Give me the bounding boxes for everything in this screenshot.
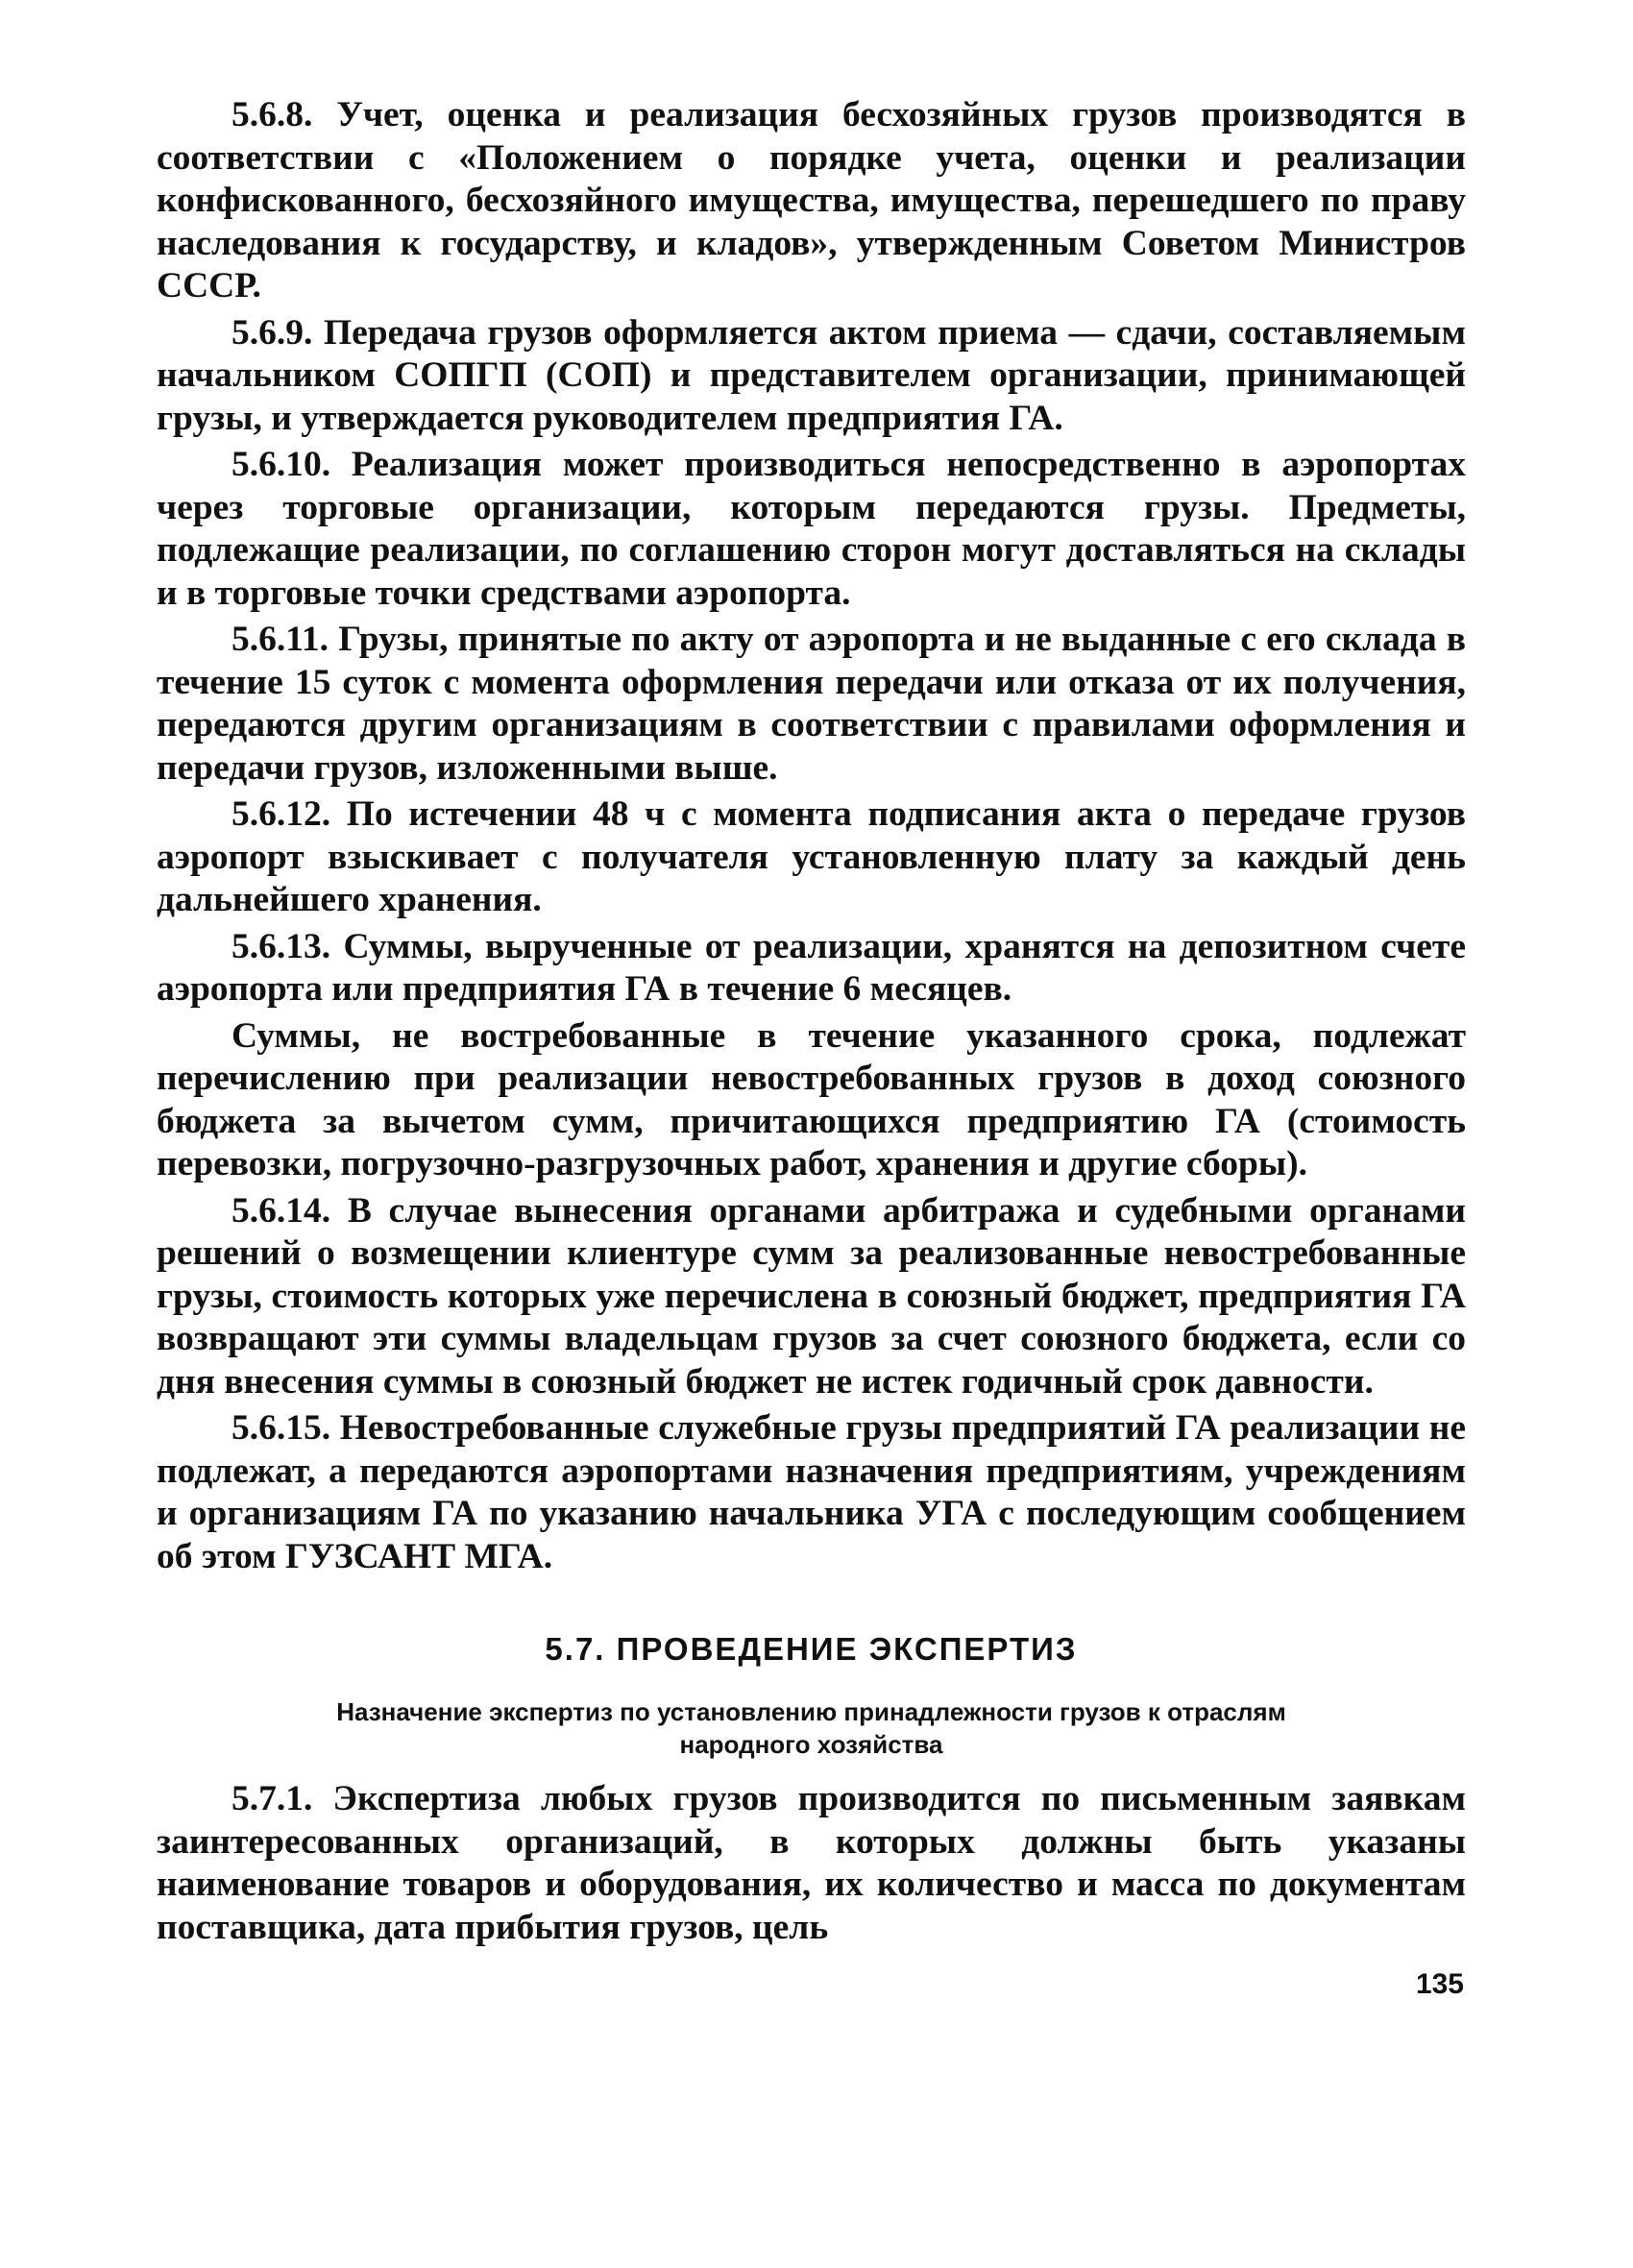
paragraph-5-6-10: 5.6.10. Реализация может производиться непосредственно в аэропортах через торговые организации, которым передаются грузы. Предметы, подлежащие реализации, по соглашению сторон могут доставляться на склады и в торговые точки средствами аэропорта. <box>157 445 1466 613</box>
section-heading: 5.7. ПРОВЕДЕНИЕ ЭКСПЕРТИЗ <box>545 1631 1078 1667</box>
paragraph-5-6-14: 5.6.14. В случае вынесения органами арбитража и судебными органами решений о возмещении клиентуре сумм за реализованные невостребованные грузы, стоимость которых уже перечислена в союзный бюджет, предприятия ГА возвращают эти суммы владельцам грузов за счет союзного бюджета, если со дня внесения суммы в союзный бюджет не истек годичный срок давности. <box>157 1190 1466 1402</box>
paragraph-5-6-11: 5.6.11. Грузы, принятые по акту от аэропорта и не выданные с его склада в течение 15 суток с момента оформления передачи или отказа от их получения, передаются другим организациям в соответствии с правилами оформления и передачи грузов, изложенными выше. <box>157 620 1466 788</box>
page-number: 135 <box>1415 1968 1464 2000</box>
body-text <box>157 94 1466 1953</box>
section-subheading: Назначение экспертиз по установлению принадлежности грузов к отраслям народного хозяйства <box>336 1697 1286 1759</box>
paragraph-5-6-8: 5.6.8. Учет, оценка и реализация бесхозяйных грузов производятся в соответствии с «Положением о порядке учета, оценки и реализации конфискованного, бесхозяйного имущества, имущества, перешедшего по праву наследования к государству, и кладов», утвержденным Советом Министров СССР. <box>157 95 1466 305</box>
paragraph-5-6-13: 5.6.13. Суммы, вырученные от реализации, хранятся на депозитном счете аэропорта или предприятия ГА в течение 6 месяцев. <box>157 926 1466 1009</box>
paragraph-5-6-9: 5.6.9. Передача грузов оформляется актом приема — сдачи, составляемым начальником СОПГП (СОП) и представителем организации, принимающей грузы, и утверждается руководителем предприятия ГА. <box>157 312 1466 438</box>
paragraph-5-7-1: 5.7.1. Экспертиза любых грузов производится по письменным заявкам заинтересованных организаций, в которых должны быть указаны наименование товаров и оборудования, их количество и масса по документам поставщика, дата прибытия грузов, цель <box>157 1779 1466 1947</box>
paragraph-5-6-15: 5.6.15. Невостребованные служебные грузы предприятий ГА реализации не подлежат, а передаются аэропортами назначения предприятиям, учреждениям и организациям ГА по указанию начальника УГА с последующим сообщением об этом ГУЗСАНТ МГА. <box>157 1408 1466 1576</box>
paragraph-5-6-12: 5.6.12. По истечении 48 ч с момента подписания акта о передаче грузов аэропорт взыскивает с получателя установленную плату за каждый день дальнейшего хранения. <box>157 794 1466 919</box>
paragraph-sums: Суммы, не востребованные в течение указанного срока, подлежат перечислению при реализации невостребованных грузов в доход союзного бюджета за вычетом сумм, причитающихся предприятию ГА (стоимость перевозки, погрузочно-разгрузочных работ, хранения и другие сборы). <box>157 1015 1466 1183</box>
